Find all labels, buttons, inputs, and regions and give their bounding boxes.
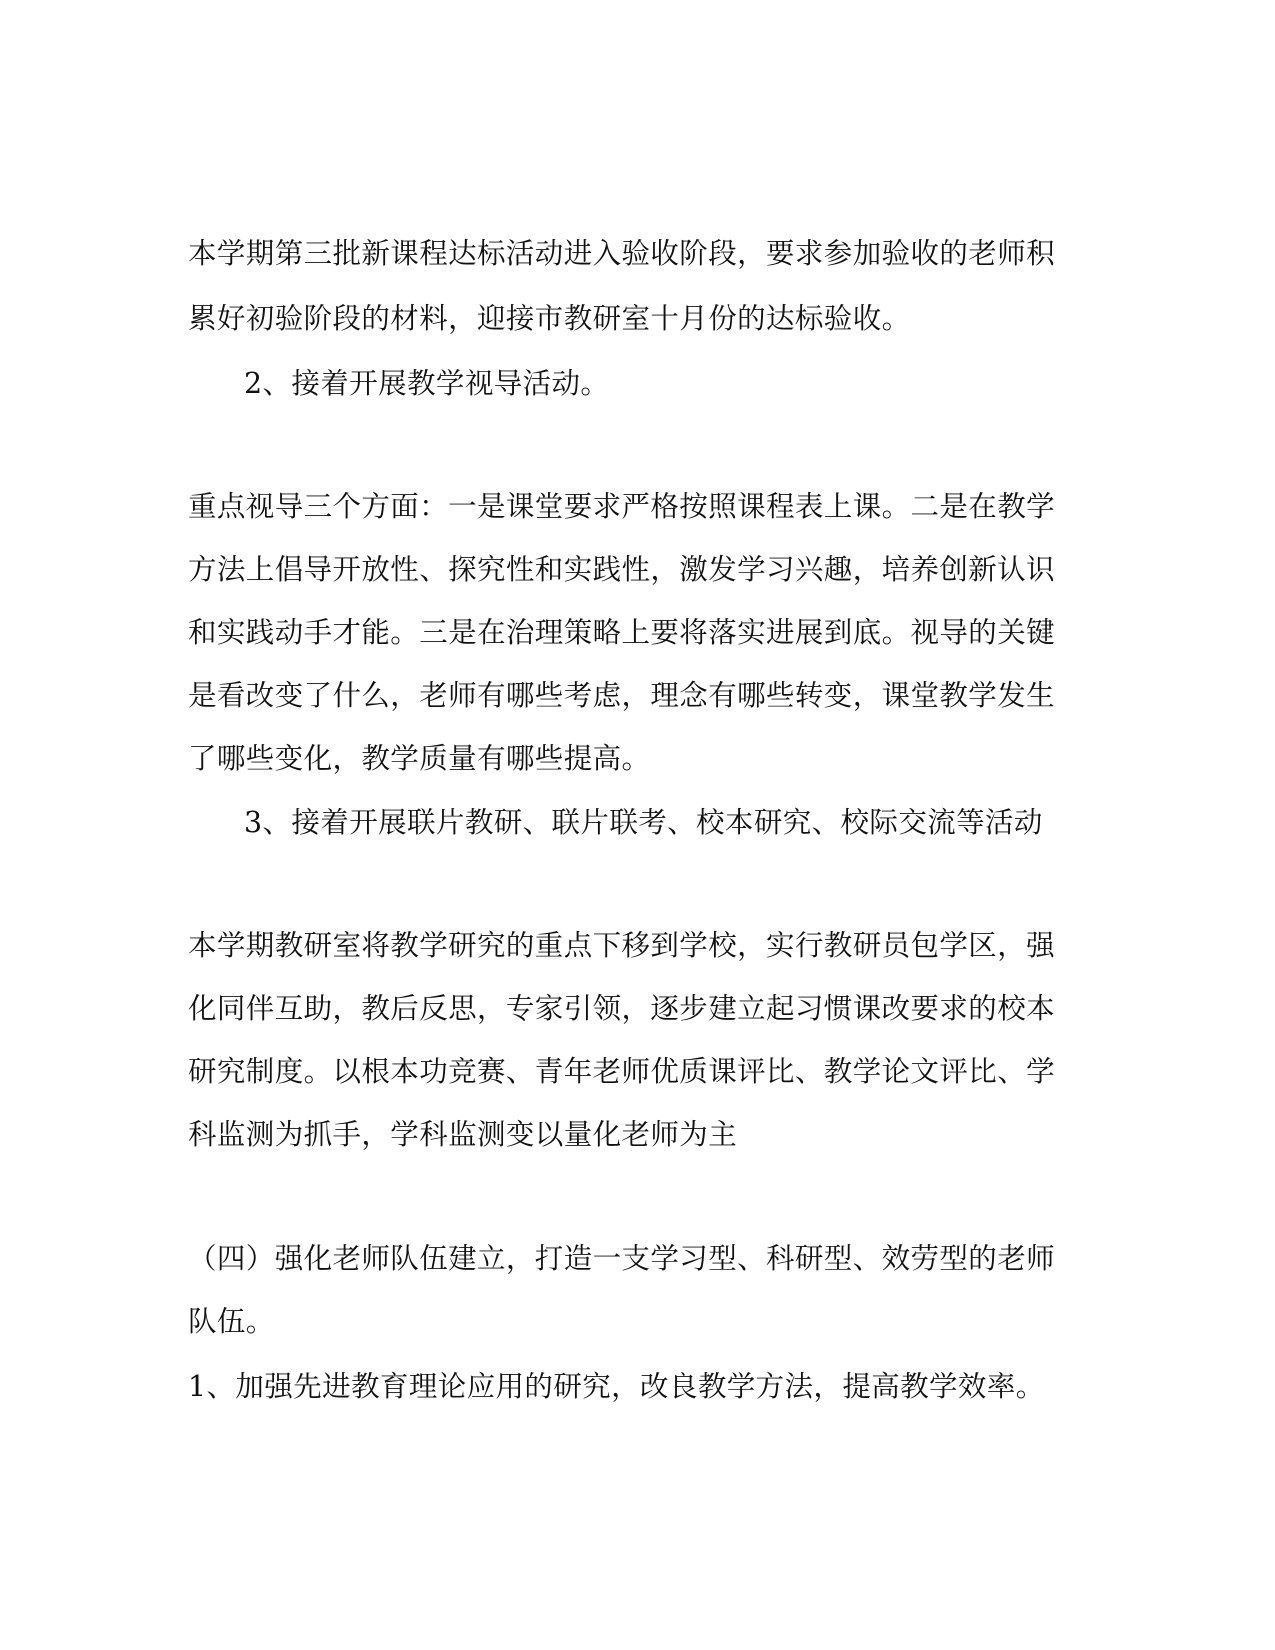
paragraph-line: 重点视导三个方面：一是课堂要求严格按照课程表上课。二是在教学 xyxy=(188,490,1056,523)
list-item-heading: 2、接着开展教学视导活动。 xyxy=(244,367,610,400)
paragraph-line: 科监测为抓手，学科监测变以量化老师为主 xyxy=(188,1118,738,1151)
section-heading: 队伍。 xyxy=(188,1305,275,1338)
paragraph-line: 了哪些变化，教学质量有哪些提高。 xyxy=(188,742,651,775)
paragraph-line: 研究制度。以根本功竞赛、青年老师优质课评比、教学论文评比、学 xyxy=(188,1055,1056,1088)
list-item-heading: 3、接着开展联片教研、联片联考、校本研究、校际交流等活动 xyxy=(244,806,1043,839)
paragraph-line: 化同伴互助，教后反思，专家引领，逐步建立起习惯课改要求的校本 xyxy=(188,992,1056,1025)
paragraph-line: 是看改变了什么，老师有哪些考虑，理念有哪些转变，课堂教学发生 xyxy=(188,679,1056,712)
paragraph-line: 本学期第三批新课程达标活动进入验收阶段，要求参加验收的老师积 xyxy=(188,237,1056,270)
paragraph-line: 累好初验阶段的材料，迎接市教研室十月份的达标验收。 xyxy=(188,302,911,335)
paragraph-line: 本学期教研室将教学研究的重点下移到学校，实行教研员包学区，强 xyxy=(188,929,1056,962)
section-heading: （四）强化老师队伍建立，打造一支学习型、科研型、效劳型的老师 xyxy=(188,1242,1056,1275)
list-item-heading: 1、加强先进教育理论应用的研究，改良教学方法，提高教学效率。 xyxy=(188,1370,1045,1403)
paragraph-line: 方法上倡导开放性、探究性和实践性，激发学习兴趣，培养创新认识 xyxy=(188,553,1056,586)
paragraph-line: 和实践动手才能。三是在治理策略上要将落实进展到底。视导的关键 xyxy=(188,616,1056,649)
